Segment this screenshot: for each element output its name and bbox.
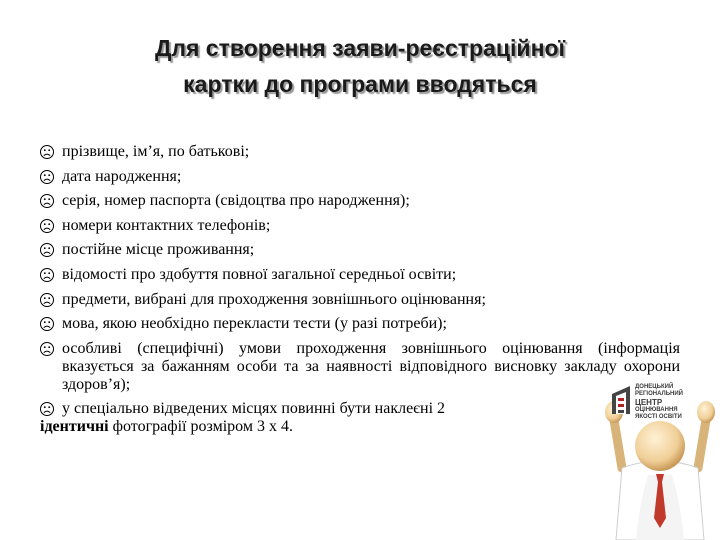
slide-title bbox=[60, 30, 660, 102]
sad-face-icon bbox=[39, 401, 55, 417]
list-item-text: предмети, вибрані для проходження зовнішнього оцінювання; bbox=[62, 290, 486, 308]
list-item bbox=[40, 192, 680, 210]
list-item-text: особливі (специфічні) умови проходження зовнішнього оцінювання (інформація вказується за бажанням особи та за наявності відповідного висновку закладу охорони здоров’я); bbox=[62, 339, 680, 393]
sad-face-icon bbox=[39, 193, 55, 209]
list-item bbox=[40, 241, 680, 259]
list-item bbox=[40, 266, 680, 284]
list-item bbox=[40, 217, 680, 235]
logo-line-1: ДОНЕЦЬКИЙ bbox=[635, 384, 674, 390]
photo-note-rest: фотографії розміром 3 х 4. bbox=[108, 418, 293, 436]
person-raising-arms-icon bbox=[600, 350, 720, 540]
sad-face-icon bbox=[39, 292, 55, 308]
title-line-1: Для створення заяви-реєстраційної bbox=[155, 35, 565, 61]
sad-face-icon bbox=[39, 267, 55, 283]
sad-face-icon bbox=[39, 169, 55, 185]
list-item bbox=[40, 143, 680, 161]
sad-face-icon bbox=[39, 218, 55, 234]
sad-face-icon bbox=[39, 341, 55, 357]
logo-line-2: РЕГІОНАЛЬНИЙ bbox=[635, 391, 683, 397]
photo-note-bold: ідентичні bbox=[40, 418, 109, 436]
list-item-text: постійне місце проживання; bbox=[62, 241, 255, 259]
list-item bbox=[40, 340, 680, 394]
logo-line-3: ЦЕНТР bbox=[635, 398, 663, 407]
logo-line-5: ЯКОСТІ ОСВІТИ bbox=[635, 414, 682, 420]
list-item bbox=[40, 315, 680, 333]
list-item-text: відомості про здобуття повної загальної середньої освіти; bbox=[62, 265, 457, 283]
list-item bbox=[40, 168, 680, 186]
sad-face-icon bbox=[39, 144, 55, 160]
list-item-text: у спеціально відведених місцях повинні бути наклеєні 2 bbox=[62, 400, 446, 418]
list-item bbox=[40, 400, 680, 418]
sad-face-icon bbox=[39, 316, 55, 332]
list-item-text: дата народження; bbox=[62, 167, 182, 185]
list-item-text: номери контактних телефонів; bbox=[62, 216, 271, 234]
title-line-2: картки до програми вводяться bbox=[183, 71, 537, 97]
list-item-text: серія, номер паспорта (свідоцтва про народження); bbox=[62, 192, 410, 210]
regional-center-logo bbox=[608, 380, 712, 420]
list-item-text: прізвище, ім’я, по батькові; bbox=[62, 143, 250, 160]
list-item-text: мова, якою необхідно перекласти тести (у разі потреби); bbox=[62, 315, 447, 333]
list-item bbox=[40, 291, 680, 309]
sad-face-icon bbox=[39, 242, 55, 258]
photo-note bbox=[40, 418, 680, 436]
logo-line-4: ОЦІНЮВАННЯ bbox=[635, 407, 678, 413]
requirements-list bbox=[40, 143, 680, 436]
